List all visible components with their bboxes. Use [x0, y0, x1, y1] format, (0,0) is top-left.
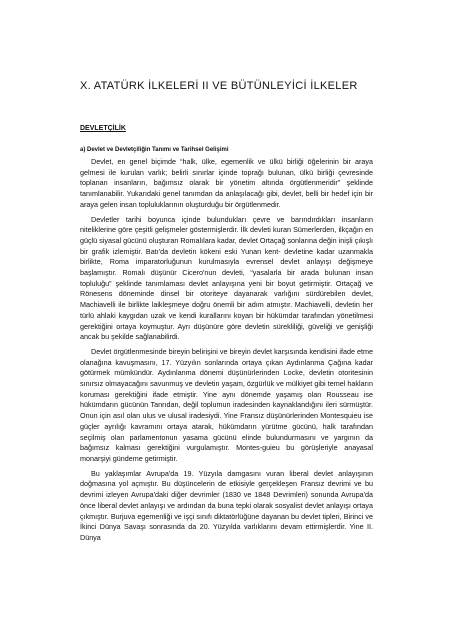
subsection-title: a) Devlet ve Devletçiliğin Tanımı ve Tarihsel Gelişimi [80, 147, 229, 153]
paragraph-3: Devlet örgütlenmesinde bireyin belirişini ve bireyin devlet karşısında kendisini ifade etme olanağına kavuşmasını, 17. Yüzyılın sonlarında ortaya çıkan Aydınlanma Çağına kadar götürmek mümkündür. Aydınlanma dönemi düşünürlerinden Locke, devletin otoritesinin sınırsız olmayacağını savunmuş ve devletin yaşam, özgürlük ve mülkiyet gibi temel hakların koruması gerektiğini ifade etmiştir. Yine aynı dönemde yaşamış olan Rousseau ise hükümdarın gücünün Tanrıdan, değil toplumun iradesinden kaynaklandığını ileri sürmüştür. Onun için asıl olan ulus ve ulusal iradesiydi. Yine Fransız düşünürlerinden Montesquieu ise güçler ayrılığı kavramını ortaya atarak, hükümdarın yürütme gücünü, halk tarafından seçilmiş olan parlamentonun yasama gücünü elinde bulundurmasını ve yargının da bağımsız kalması gerektiğini vurgulamıştır. Montes-guieu bu görüşleriyle anayasal monarşiyi gündeme getirmiştir. [80, 346, 373, 463]
paragraph-4: Bu yaklaşımlar Avrupa'da 19. Yüzyıla damgasını vuran liberal devlet anlayışının doğmasına yol açmıştır. Bu düşüncelerin de etkisiyle gerçekleşen Fransız devrimi ve bu devrimi izleyen Avrupa'daki diğer devrimler (1830 ve 1848 Devrimleri) sonunda Avrupa'da önce liberal devlet anlayışı ve ardından da buna tepki olarak sosyalist devlet anlayışı ortaya çıkmıştır. Burjuva egemenliği ve işçi sınıfı diktatörlüğüne dayanan bu devlet tipleri, Birinci ve İkinci Dünya Savaşı sonrasında da 20. Yüzyılda varlıklarını devam ettirmişlerdir. Yine II. Dünya [80, 468, 373, 542]
paragraph-1: Devlet, en genel biçimde “halk, ülke, egemenlik ve ülkü birliği öğelerinin bir araya gelmesi ile kurulan varlık; belirli sınırlar içinde toprağı bulunan, ülkü birliği çevresinde toplanan insanların, bağımsız olarak bir yönetim altında örgütlenmeridir” şeklinde tanımlanabilir. Yukarıdaki genel tanımdan da anlaşılacağı gibi, devlet, belli bir hedef için bir araya gelen insan topluluklarının oluşturduğu bir örgütlenmedir. [80, 157, 373, 209]
paragraph-2: Devletler tarihi boyunca içinde bulundukları çevre ve barındırdıkları insanların niteliklerine göre çeşitli gelişmeler göstermişlerdir. İlk devleti kuran Sümerlerden, ilkçağın en güçlü siyasal gücünü oluşturan Romalılara kadar, devlet Ortaçağ sonlarına değin inişli çıkışlı bir grafik izlemiştir. Batı'da devletin kökeni eski Yunan kent- devletine kadar uzanmakla birlikte, Roma imparatorluğunun kurulmasıyla evrensel devlet anlayışı değişmeye başlamıştır. Romalı düşünür Cicero'nun devleti, “yasalarla bir arada bulunan insan topluluğu” şeklinde tanımlaması devlet anlayışına yeni bir boyut getirmiştir. Ortaçağ ve Rönesens döneminde dinsel bir otoriteye dayanarak varlığını sürdürebilen devlet, Machiavelli ile birlikte laikleşmeye doğru önemli bir adım atmıştır. Machiavelli, devletin her türlü ahlaki kaygıdan uzak ve kendi kurallarını koyan bir hükümdar tarafından yönetilmesi gerektiğini ortaya koymuştur. Ayrı düşünüre göre devletin sürekliliği, güveliği ve genişliği ancak bu şekilde sağlanabilirdi. [80, 214, 373, 342]
body-text [80, 157, 373, 548]
section-title: DEVLETÇİLİK [80, 125, 126, 132]
chapter-title: X. ATATÜRK İLKELERİ II VE BÜTÜNLEYİCİ İLKELER [80, 80, 358, 92]
